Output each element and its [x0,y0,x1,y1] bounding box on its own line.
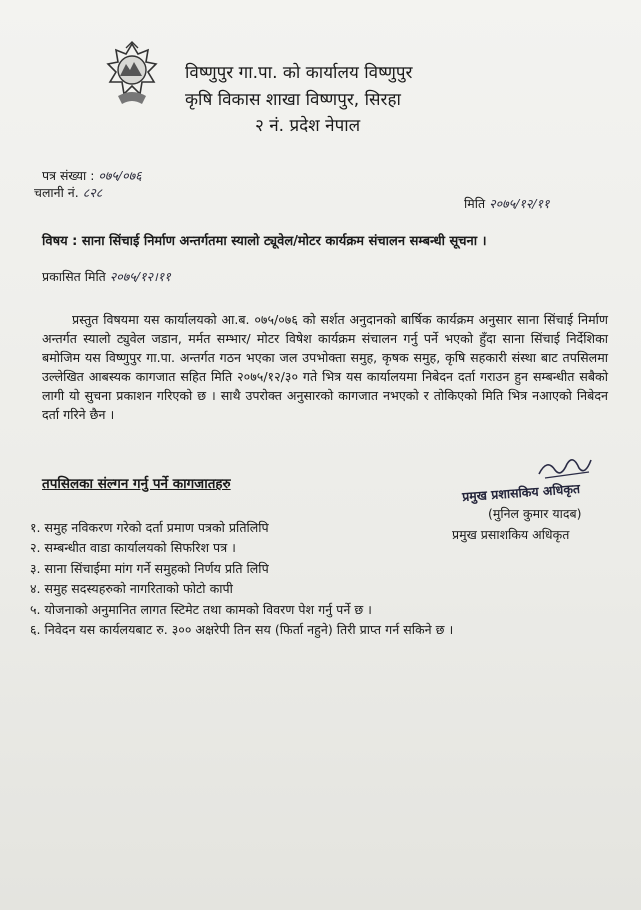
letter-date-label: मिति [464,196,486,211]
official-stamp: प्रमुख प्रशासकिय अधिकृत [461,480,581,505]
letter-date [464,195,550,212]
list-item: ३. साना सिंचाईमा मांग गर्ने समुहको निर्णय प्रति लिपि [30,560,269,576]
letter-number-value: ०७५/०७६ [98,168,142,183]
office-province-line: २ नं. प्रदेश नेपाल [255,116,361,136]
subject-line: विषय : साना सिंचाई निर्माण अन्तर्गतमा स्यालो ट्यूवेल/मोटर कार्यक्रम संचालन सम्बन्धी सूचना । [42,234,487,249]
letter-number-label: पत्र संख्या : [42,168,95,183]
dispatch-number [34,184,102,201]
list-item: १. समुह नविकरण गरेको दर्ता प्रमाण पत्रको प्रतिलिपि [30,520,269,535]
published-date [42,268,171,285]
published-date-value: २०७५/१२।११ [109,269,171,284]
list-item: ६. निवेदन यस कार्यलयबाट रु. ३०० अक्षरेपी तिन सय (फिर्ता नहुने) तिरी प्राप्त गर्न सकिने छ । [30,622,454,638]
published-date-label: प्रकासित मिति [42,269,106,284]
nepal-emblem-icon [96,40,168,110]
documents-heading: तपसिलका संल्गन गर्नु पर्ने कागजातहरु [42,476,231,492]
documents-list [30,518,453,640]
letter-number [42,167,142,184]
signatory-title: प्रमुख प्रसाशकिय अधिकृत [452,527,570,542]
dispatch-number-label: चलानी नं. [34,185,79,200]
list-item: २. सम्बन्धीत वाडा कार्यालयको सिफरिश पत्र । [30,540,236,556]
signatory-name: (मुनिल कुमार यादब) [488,506,582,521]
list-item: ५. योजनाको अनुमानित लागत स्टिमेट तथा कामको विवरण पेश गर्नु पर्ने छ । [30,601,372,617]
dispatch-number-value: ८२८ [82,185,103,200]
notice-body [42,310,608,424]
signature-icon [535,452,595,482]
notice-paragraph: प्रस्तुत विषयमा यस कार्यालयको आ.ब. ०७५/०७६ को सर्शत अनुदानको बार्षिक कार्यक्रम अनुसार साना सिंचाई निर्माण अन्तर्गत स्यालो ट्युवेल जडान, मर्मत सम्भार/ मोटर विषेश कार्यक्रम संचालन गर्नु पर्ने भएको हुँदा साना सिंचाई निर्देशिका बमोजिम यस विष्णुपुर गा.पा. अन्तर्गत गठन भएका जल उपभोक्ता समुह, कृषक समुह, कृषि सहकारी संस्था बाट तपसिलमा उल्लेखित आबस्यक कागजात सहित मिति २०७५/१२/३० गते भित्र यस कार्यालयमा निबेदन दर्ता गराउन हुन सम्बन्धीत सबैको लागी यो सुचना प्रकाशन गरिएको छ । साथै उपरोक्त अनुसारको कागजात नभएको र तोकिएको मिति भित्र नआएको निबेदन दर्ता गरिने छैन । [42,312,608,422]
list-item: ४. समुह सदस्यहरुको नागरिताको फोटो कापी [30,581,233,597]
office-branch-line: कृषि विकास शाखा विष्णपुर, सिरहा [185,90,401,110]
office-name-line: विष्णुपुर गा.पा. को कार्यालय विष्णुपुर [185,63,413,83]
letter-date-value: २०७५/१२/११ [489,196,550,211]
